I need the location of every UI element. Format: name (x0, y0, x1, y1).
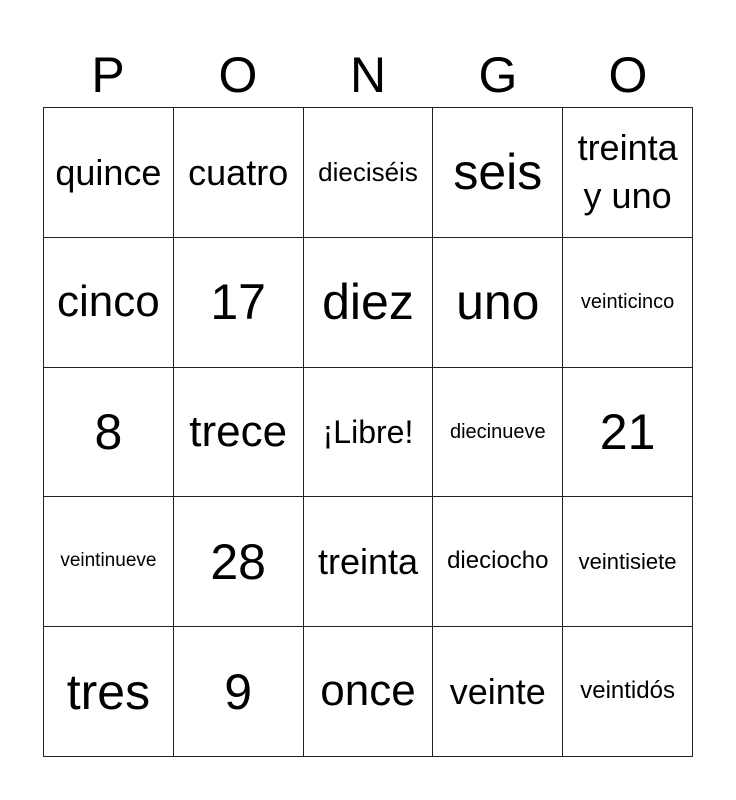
cell-label: 28 (210, 533, 266, 590)
bingo-cell[interactable] (563, 497, 693, 627)
cell-label: trece (189, 406, 288, 456)
bingo-cell[interactable] (304, 497, 434, 627)
bingo-cell[interactable] (44, 108, 174, 238)
cell-label: diez (322, 274, 414, 331)
cell-label: 9 (224, 663, 253, 720)
header-letter-p: P (91, 47, 125, 103)
bingo-board (43, 107, 693, 757)
cell-label: 17 (210, 274, 266, 331)
bingo-cell[interactable] (44, 238, 174, 368)
bingo-cell[interactable] (433, 238, 563, 368)
bingo-cell[interactable] (44, 368, 174, 498)
bingo-cell[interactable] (174, 108, 304, 238)
bingo-cell[interactable] (174, 497, 304, 627)
bingo-cell[interactable] (433, 108, 563, 238)
header-letter-o-2: O (608, 47, 648, 103)
bingo-cell[interactable] (44, 627, 174, 757)
cell-label: veinte (449, 671, 546, 712)
cell-label: uno (456, 274, 540, 331)
cell-label: once (320, 666, 416, 716)
header-letter-n: N (349, 47, 387, 103)
cell-label: quince (55, 151, 162, 193)
cell-label: 21 (599, 403, 656, 460)
bingo-cell[interactable] (433, 368, 563, 498)
bingo-cell[interactable] (433, 497, 563, 627)
cell-label: seis (453, 144, 543, 201)
bingo-cell[interactable] (304, 368, 434, 498)
cell-label: veintisiete (578, 548, 677, 574)
bingo-cell[interactable] (174, 368, 304, 498)
bingo-cell[interactable] (563, 368, 693, 498)
bingo-cell[interactable] (174, 627, 304, 757)
bingo-cell[interactable] (174, 238, 304, 368)
cell-label: diecinueve (449, 420, 546, 443)
bingo-cell[interactable] (563, 627, 693, 757)
cell-label: veinticinco (580, 291, 675, 314)
bingo-cell[interactable] (304, 627, 434, 757)
bingo-cell[interactable] (44, 497, 174, 627)
cell-label: tres (66, 663, 151, 720)
cell-label: cuatro (188, 151, 289, 193)
cell-label: treinta (317, 541, 419, 583)
bingo-cell[interactable] (304, 108, 434, 238)
bingo-cell[interactable] (563, 108, 693, 238)
cell-label: dieciocho (447, 547, 549, 575)
cell-label: ¡Libre! (322, 413, 414, 450)
header-letter-o: O (218, 47, 258, 103)
header-letter-g: G (478, 47, 518, 103)
cell-label: veintinueve (60, 550, 157, 572)
cell-label: dieciséis (318, 156, 418, 187)
cell-label: 8 (94, 403, 123, 460)
bingo-cell[interactable] (433, 627, 563, 757)
board-header (43, 40, 693, 110)
cell-label: veintidós (580, 677, 675, 705)
bingo-cell[interactable] (304, 238, 434, 368)
cell-label: treinta y uno (577, 126, 678, 217)
cell-label: cinco (57, 276, 160, 326)
bingo-cell[interactable] (563, 238, 693, 368)
